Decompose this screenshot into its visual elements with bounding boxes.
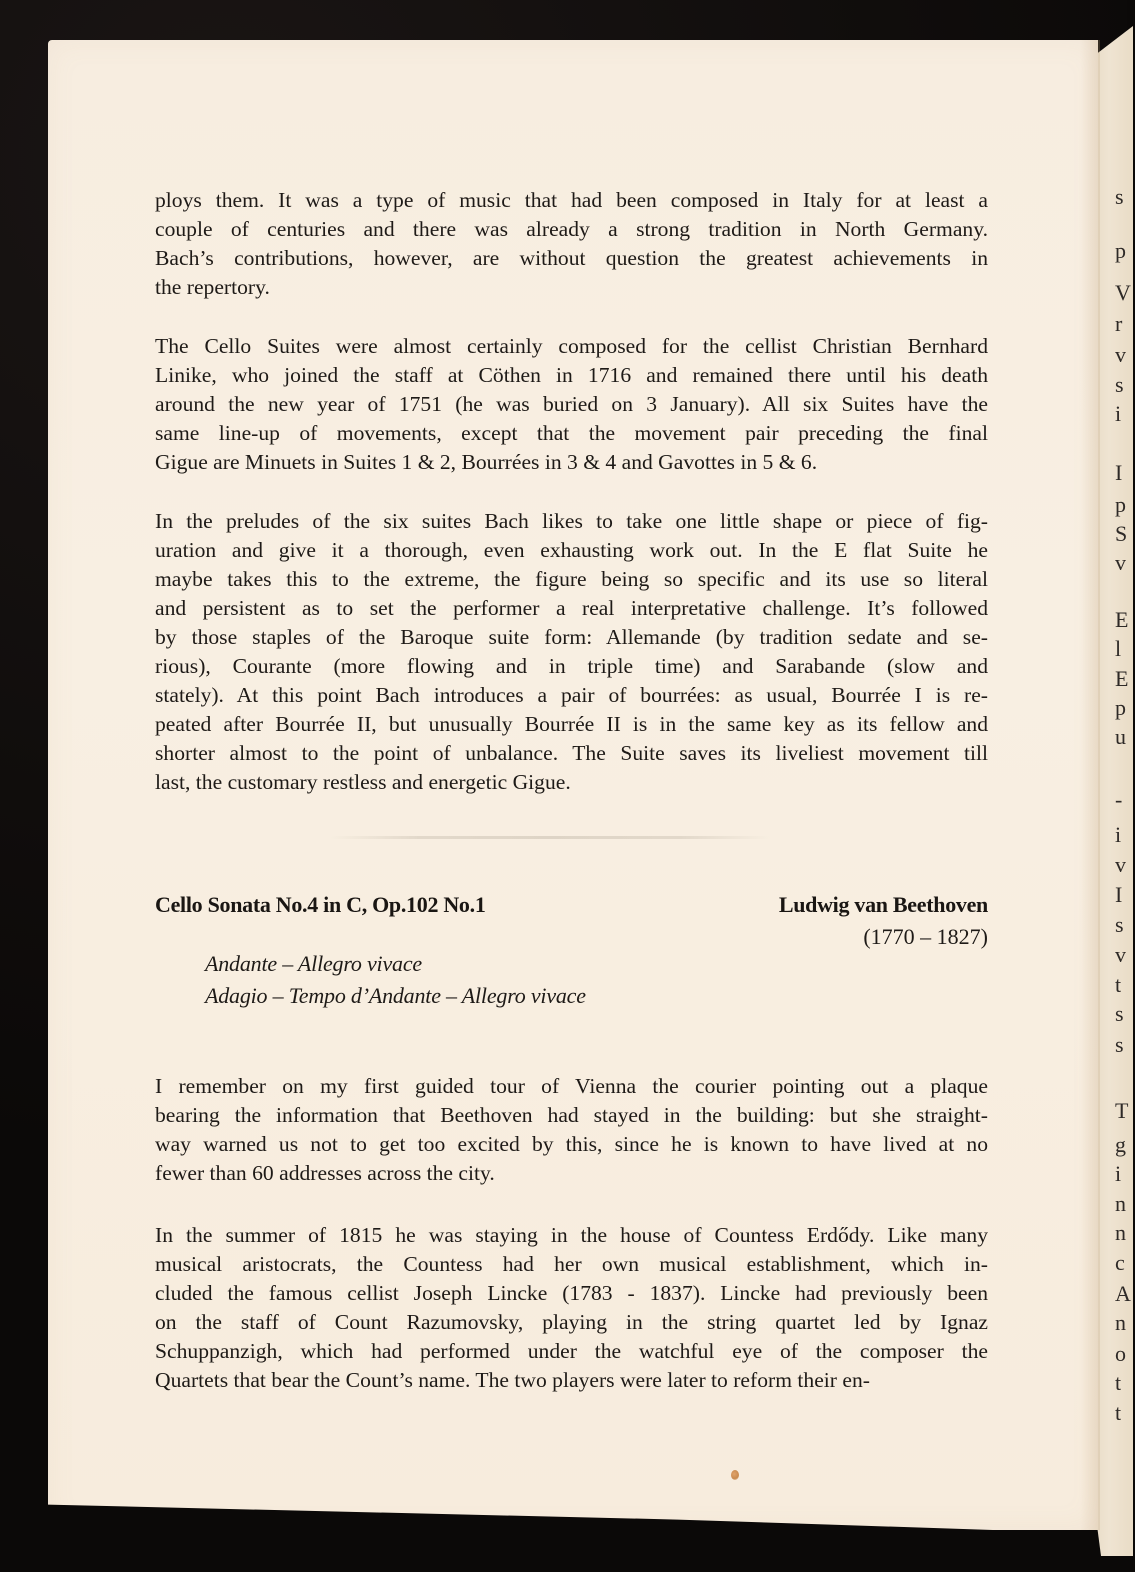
facing-page-letter: c [1115, 1250, 1125, 1275]
facing-page-letter: o [1115, 1341, 1126, 1366]
facing-page-letter: I [1115, 460, 1123, 485]
facing-page-letter: r [1115, 311, 1123, 336]
composer-dates: (1770 – 1827) [863, 924, 988, 949]
text-line: shorter almost to the point of unbalance. The Suite saves its liveliest movement till [155, 741, 988, 765]
paragraph-bach-genre [155, 186, 988, 302]
text-line: fewer than 60 addresses across the city. [155, 1161, 495, 1185]
page-gutter-shadow [1080, 40, 1100, 1530]
work-title: Cello Sonata No.4 in C, Op.102 No.1 [155, 892, 486, 917]
paragraph-cello-suites-linike [155, 332, 988, 477]
text-line: bearing the information that Beethoven had stayed in the building: but she straight- [155, 1103, 988, 1127]
facing-page-letter: s [1115, 184, 1124, 209]
facing-page-letter: t [1115, 1370, 1122, 1395]
text-line: Bach’s contributions, however, are without question the greatest achievements in [155, 246, 988, 270]
composer-name: Ludwig van Beethoven [778, 892, 988, 917]
facing-page-letter: A [1115, 1281, 1131, 1306]
facing-page-letter: s [1115, 1001, 1124, 1026]
facing-page-letter: s [1115, 1032, 1124, 1057]
text-line: cluded the famous cellist Joseph Lincke (1783 - 1837). Lincke had previously been [155, 1281, 988, 1305]
paper-stain [731, 1470, 739, 1480]
facing-page-letter: E [1115, 666, 1129, 691]
text-line: musical aristocrats, the Countess had her own musical establishment, which in- [155, 1252, 988, 1276]
text-line: Linike, who joined the staff at Cöthen in 1716 and remained there until his death [155, 363, 988, 387]
text-line: same line-up of movements, except that the movement pair preceding the final [155, 421, 988, 445]
text-line: Gigue are Minuets in Suites 1 & 2, Bourrées in 3 & 4 and Gavottes in 5 & 6. [155, 450, 818, 474]
text-line: rious), Courante (more flowing and in triple time) and Sarabande (slow and [155, 654, 988, 678]
paragraph-vienna-plaque [155, 1072, 988, 1188]
text-line: couple of centuries and there was already a strong tradition in North Germany. [155, 217, 988, 241]
facing-page-letter: V [1115, 280, 1131, 305]
show-through-rule [330, 836, 770, 839]
facing-page-letter: i [1115, 401, 1122, 426]
text-line: last, the customary restless and energetic Gigue. [155, 770, 571, 794]
facing-page-letter: s [1115, 912, 1124, 937]
text-line: Quartets that bear the Count’s name. The two players were later to reform their en- [155, 1368, 870, 1392]
facing-page-letter: v [1115, 550, 1126, 575]
text-line: The Cello Suites were almost certainly composed for the cellist Christian Bernhard [155, 334, 988, 358]
paragraph-preludes-e-flat [155, 507, 988, 797]
facing-page-text-fragments [1115, 0, 1135, 1572]
text-line: In the preludes of the six suites Bach likes to take one little shape or piece of fig- [155, 509, 988, 533]
facing-page-letter: - [1115, 787, 1123, 812]
facing-page-letter: s [1115, 372, 1124, 397]
facing-page-letter: E [1115, 607, 1129, 632]
text-line: on the staff of Count Razumovsky, playing in the string quartet led by Ignaz [155, 1310, 988, 1334]
text-line: way warned us not to get too excited by this, since he is known to have lived at no [155, 1132, 988, 1156]
facing-page-letter: p [1115, 238, 1126, 263]
facing-page-letter: n [1115, 1191, 1126, 1216]
movement-2: Adagio – Tempo d’Andante – Allegro vivace [205, 983, 586, 1008]
text-line: maybe takes this to the extreme, the figure being so specific and its use so literal [155, 567, 988, 591]
text-line: stately). At this point Bach introduces a pair of bourrées: as usual, Bourrée I is re- [155, 683, 988, 707]
text-line: and persistent as to set the performer a real interpretative challenge. It’s followed [155, 596, 988, 620]
text-line: peated after Bourrée II, but unusually Bourrée II is in the same key as its fellow and [155, 712, 988, 736]
text-line: the repertory. [155, 275, 270, 299]
text-line: uration and give it a thorough, even exhausting work out. In the E flat Suite he [155, 538, 988, 562]
facing-page-letter: v [1115, 942, 1126, 967]
text-line: ploys them. It was a type of music that had been composed in Italy for at least a [155, 188, 988, 212]
facing-page-letter: I [1115, 882, 1123, 907]
facing-page-letter: i [1115, 822, 1122, 847]
text-line: by those staples of the Baroque suite form: Allemande (by tradition sedate and se- [155, 625, 988, 649]
facing-page-letter: p [1115, 492, 1126, 517]
text-line: In the summer of 1815 he was staying in the house of Countess Erdődy. Like many [155, 1223, 988, 1247]
facing-page-letter: i [1115, 1161, 1122, 1186]
facing-page-letter: t [1115, 1400, 1122, 1425]
facing-page-letter: n [1115, 1220, 1126, 1245]
facing-page-letter: v [1115, 852, 1126, 877]
facing-page-letter: T [1115, 1098, 1129, 1123]
facing-page-letter: v [1115, 342, 1126, 367]
text-line: Schuppanzigh, which had performed under the watchful eye of the composer the [155, 1339, 988, 1363]
text-line: I remember on my first guided tour of Vienna the courier pointing out a plaque [155, 1074, 988, 1098]
facing-page-letter: n [1115, 1310, 1126, 1335]
facing-page-letter: p [1115, 695, 1126, 720]
text-line: around the new year of 1751 (he was buried on 3 January). All six Suites have the [155, 392, 988, 416]
facing-page-letter: S [1115, 521, 1128, 546]
paragraph-erdody-lincke [155, 1221, 988, 1395]
movement-1: Andante – Allegro vivace [205, 951, 422, 976]
facing-page-letter: l [1115, 636, 1122, 661]
facing-page-letter: g [1115, 1132, 1126, 1157]
facing-page-letter: u [1115, 724, 1126, 749]
facing-page-letter: t [1115, 972, 1122, 997]
